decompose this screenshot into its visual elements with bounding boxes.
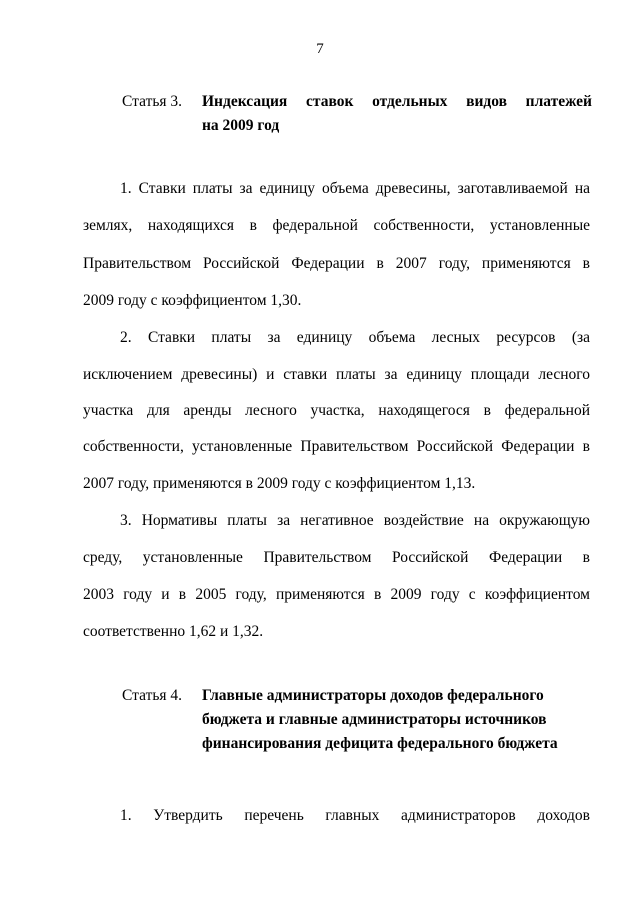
article-title-line: Индексация ставок отдельных видов платежей	[202, 93, 592, 110]
paragraph-line: 2. Ставки платы за единицу объема лесных ресурсов (за	[120, 329, 590, 346]
article-label: Статья 3.	[122, 93, 183, 110]
article-title	[202, 684, 592, 756]
paragraph-line: 3. Нормативы платы за негативное воздействие на окружающую	[120, 512, 590, 529]
article-title-line: на 2009 год	[202, 117, 280, 134]
paragraph-line: соответственно 1,62 и 1,32.	[83, 623, 264, 640]
paragraph-line: исключением древесины) и ставки платы за единицу площади лесного	[83, 366, 590, 383]
paragraph-line: землях, находящихся в федеральной собственности, установленные	[83, 217, 590, 234]
paragraph-line: среду, установленные Правительством Российской Федерации в	[83, 549, 590, 566]
paragraph-line: 1. Утвердить перечень главных администраторов доходов	[120, 807, 590, 824]
paragraph-line: собственности, установленные Правительством Российской Федерации в	[83, 438, 590, 455]
article-title	[202, 90, 592, 138]
article-label: Статья 4.	[122, 687, 183, 704]
paragraph-line: Правительством Российской Федерации в 2007 году, применяются в	[83, 255, 590, 272]
paragraph-line: 1. Ставки платы за единицу объема древесины, заготавливаемой на	[120, 180, 590, 197]
paragraph-line: 2003 году и в 2005 году, применяются в 2009 году с коэффициентом	[83, 586, 590, 603]
article-title-line: финансирования дефицита федерального бюджета	[202, 735, 558, 752]
article-title-line: Главные администраторы доходов федерального	[202, 687, 544, 704]
page-number: 7	[316, 41, 324, 57]
paragraph-line: участка для аренды лесного участка, находящегося в федеральной	[83, 402, 590, 419]
paragraph-line: 2009 году с коэффициентом 1,30.	[83, 292, 302, 309]
article-title-line: бюджета и главные администраторы источников	[202, 711, 547, 728]
paragraph-line: 2007 году, применяются в 2009 году с коэффициентом 1,13.	[83, 475, 476, 492]
